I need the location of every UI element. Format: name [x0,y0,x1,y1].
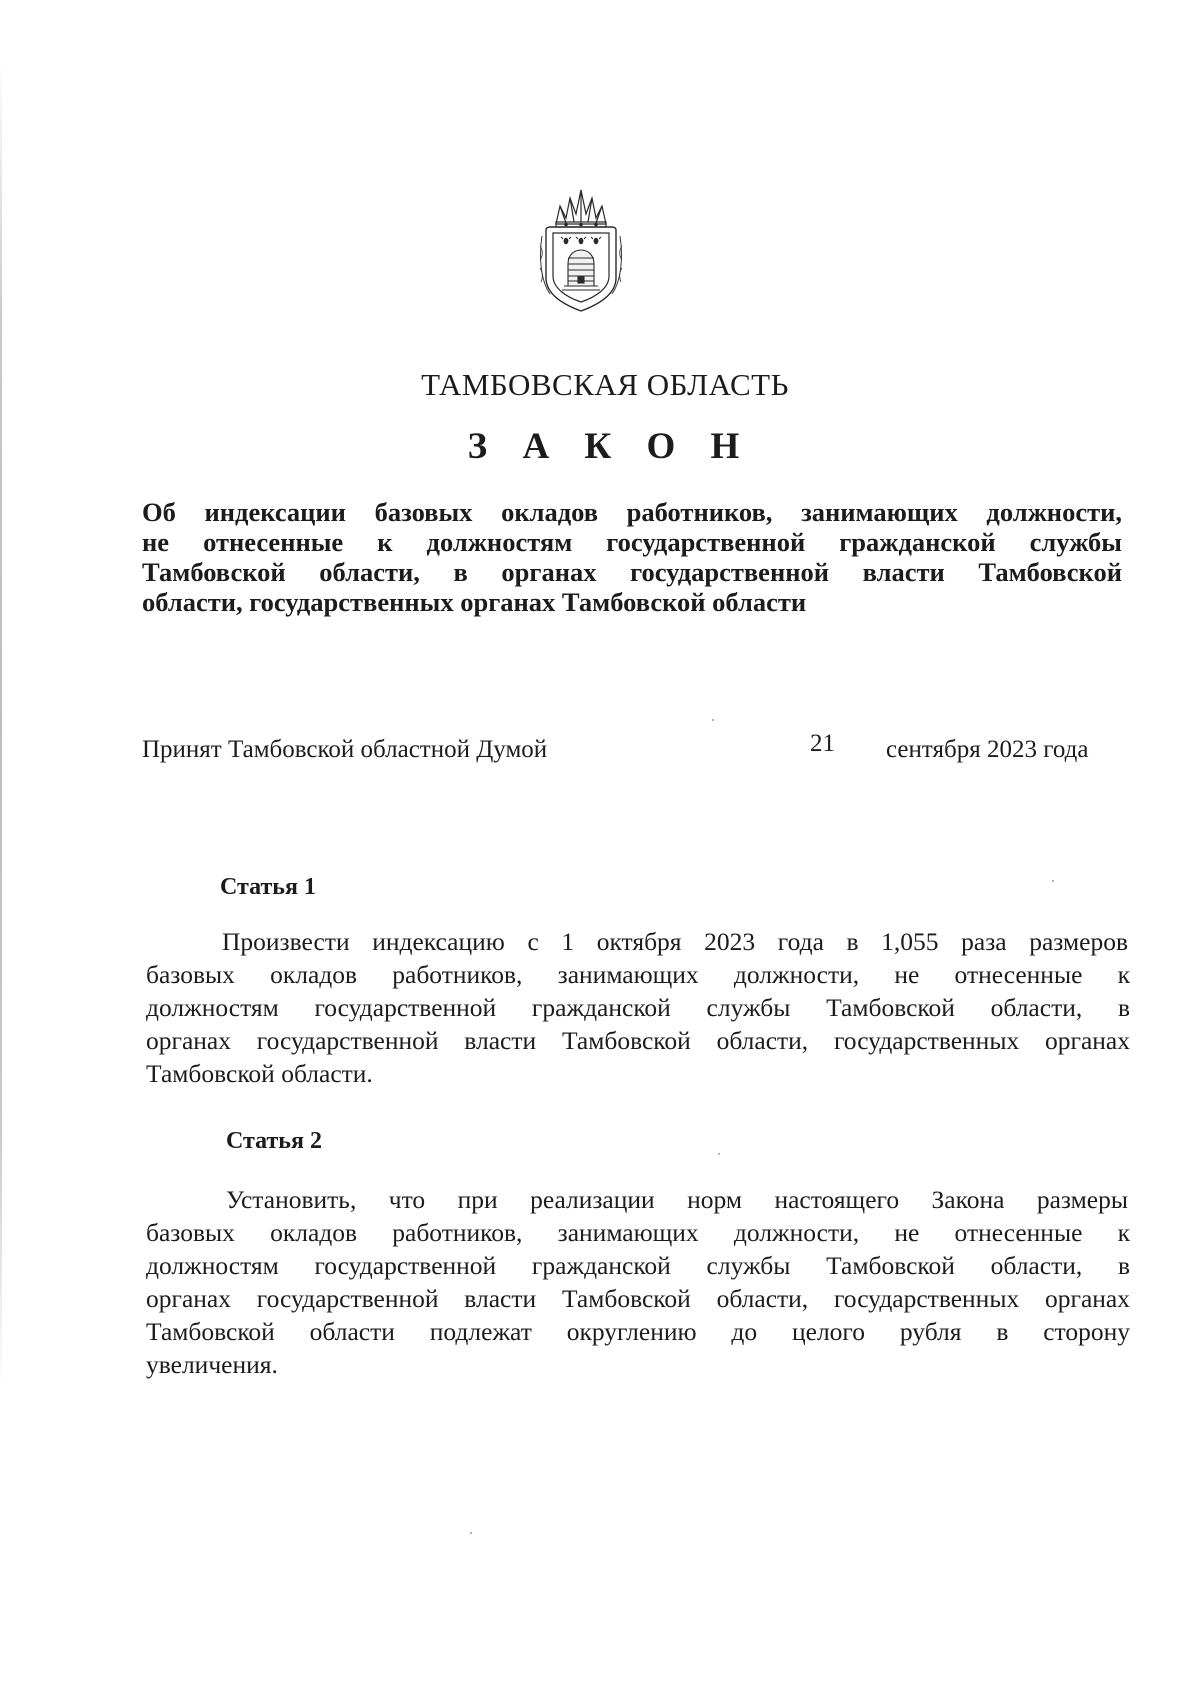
law-title-line: Об индексации базовых окладов работников, занимающих должности, [142,497,1122,527]
article-1-line: должностям государственной гражданской службы Тамбовской области, в [146,993,1130,1022]
article-2-line: Тамбовской области подлежат округлению до целого рубля в сторону [146,1317,1130,1346]
article-1-line: базовых окладов работников, занимающих должности, не отнесенные к [146,960,1130,989]
adoption-day: 21 [810,730,835,757]
law-title-line: Тамбовской области, в органах государственной власти Тамбовской [142,557,1122,587]
region-name: ТАМБОВСКАЯ ОБЛАСТЬ [421,367,789,402]
article-1-line: органах государственной власти Тамбовской области, государственных органах [146,1026,1130,1055]
adoption-label: Принят Тамбовской областной Думой [142,736,548,763]
scan-speck [1052,880,1054,882]
coat-of-arms-emblem [536,184,626,316]
article-2-line: должностям государственной гражданской службы Тамбовской области, в [146,1251,1130,1280]
article-2-heading: Статья 2 [226,1128,322,1154]
document-type-heading: З А К О Н [467,426,753,467]
article-1-heading: Статья 1 [220,874,316,900]
law-title-line: не отнесенные к должностям государственной гражданской службы [142,527,1122,557]
scan-speck [470,1532,472,1534]
article-2-line: Установить, что при реализации норм настоящего Закона размеры [226,1185,1128,1214]
article-2-line: органах государственной власти Тамбовской области, государственных органах [146,1284,1130,1313]
article-1-line: Произвести индексацию с 1 октября 2023 года в 1,055 раза размеров [222,927,1128,956]
scan-edge-shadow [0,60,2,1390]
scan-speck [712,719,714,721]
law-title-line: области, государственных органах Тамбовской области [142,587,807,617]
article-2-line: увеличения. [146,1350,278,1379]
adoption-month-year: сентября 2023 года [886,736,1089,763]
article-1-line: Тамбовской области. [146,1059,373,1088]
scan-speck [718,1153,720,1155]
article-2-line: базовых окладов работников, занимающих должности, не отнесенные к [146,1218,1130,1247]
